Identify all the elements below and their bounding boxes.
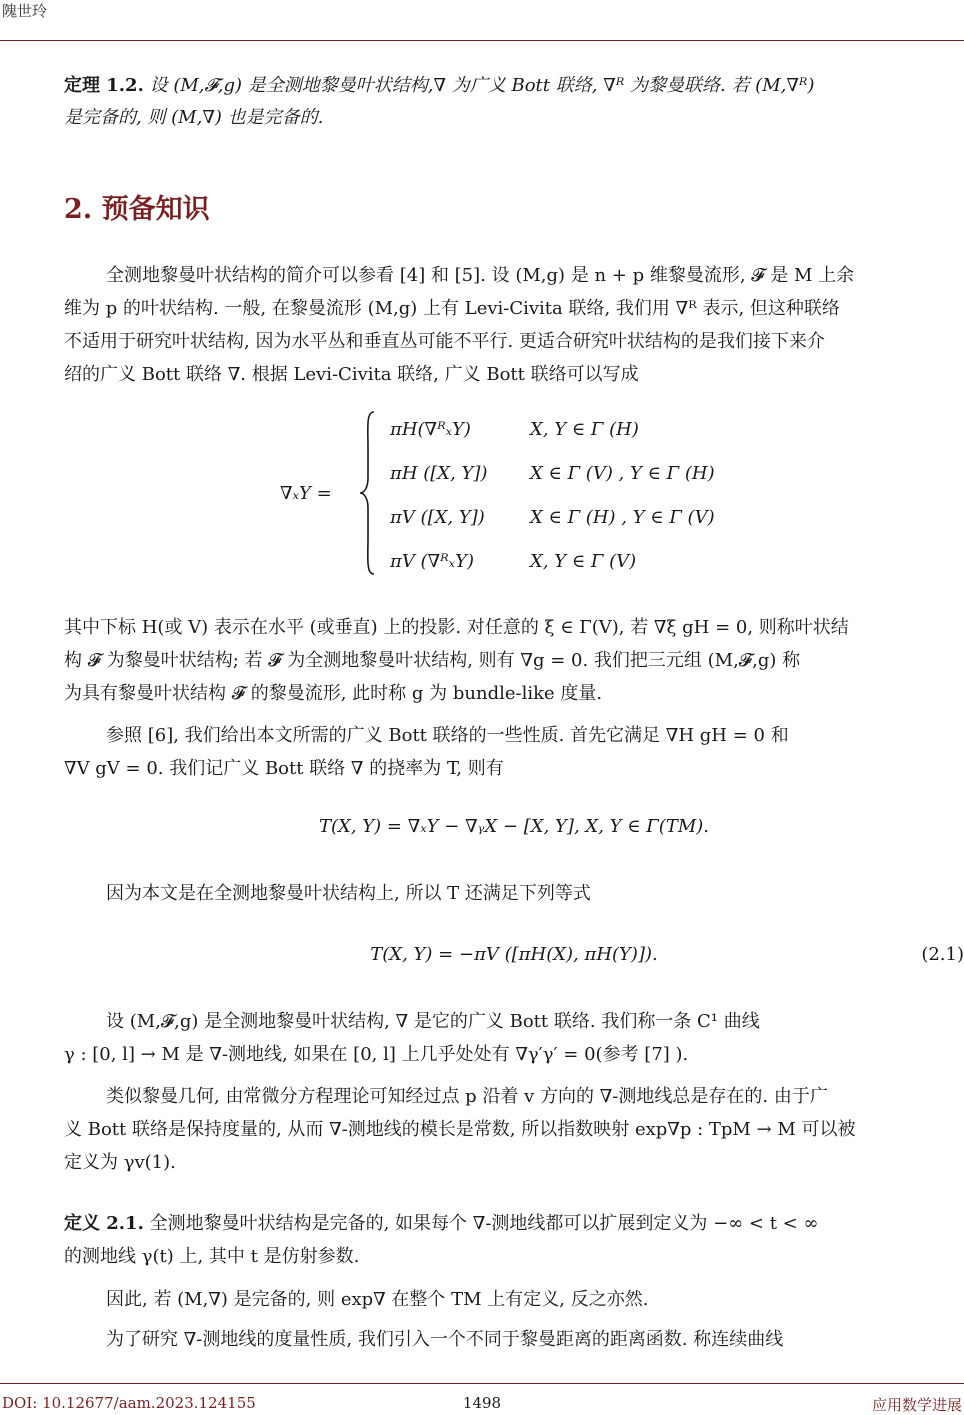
system-row-expr: πH(∇ᴿₓY) <box>390 419 471 440</box>
equation-2-1-expr: T(X, Y) = −πV ([πH(X), πH(Y)]). <box>370 944 658 965</box>
left-brace-icon <box>358 408 378 578</box>
system-row-cond: X, Y ∈ Γ (V) <box>530 551 637 572</box>
paragraph-line: 因为本文是在全测地黎曼叶状结构上, 所以 T 还满足下列等式 <box>106 883 591 904</box>
journal-name: 应用数学进展 <box>871 1396 962 1414</box>
system-row-cond: X, Y ∈ Γ (H) <box>530 419 639 440</box>
header-author: 隗世玲 <box>2 2 48 20</box>
paragraph-line: 因此, 若 (M,∇) 是完备的, 则 exp∇ 在整个 TM 上有定义, 反之亦然. <box>106 1289 649 1310</box>
paragraph-line: 维为 p 的叶状结构. 一般, 在黎曼流形 (M,g) 上有 Levi-Civita 联络, 我们用 ∇ᴿ 表示, 但这种联络 <box>64 298 840 319</box>
running-header <box>0 0 964 41</box>
definition-text: 全测地黎曼叶状结构是完备的, 如果每个 ∇-测地线都可以扩展到定义为 −∞ < t < ∞ <box>149 1213 819 1234</box>
system-lhs: ∇ₓY = <box>280 483 332 504</box>
equation-number: (2.1) <box>921 944 964 965</box>
theorem-text: 设 (M,𝓕,g) 是全测地黎曼叶状结构,∇ 为广义 Bott 联络, ∇ᴿ 为黎曼联络. 若 (M,∇ᴿ) <box>149 75 815 96</box>
section-title: 2. 预备知识 <box>64 194 210 225</box>
paragraph-line: 类似黎曼几何, 由常微分方程理论可知经过点 p 沿着 v 方向的 ∇-测地线总是存在的. 由于广 <box>106 1086 828 1107</box>
running-footer <box>0 1383 964 1415</box>
paragraph-line: ∇V gV = 0. 我们记广义 Bott 联络 ∇ 的挠率为 T, 则有 <box>64 758 504 779</box>
connection-definition-system <box>280 408 760 578</box>
theorem-1-2-line-1 <box>64 72 964 100</box>
system-row-expr: πV (∇ᴿₓY) <box>390 551 474 572</box>
doi-link[interactable]: DOI: 10.12677/aam.2023.124155 <box>2 1394 256 1412</box>
paragraph-line: 为具有黎曼叶状结构 𝓕 的黎曼流形, 此时称 g 为 bundle-like 度量. <box>64 683 603 704</box>
paragraph-line: 绍的广义 Bott 联络 ∇. 根据 Levi-Civita 联络, 广义 Bott 联络可以写成 <box>64 364 639 385</box>
system-row-cond: X ∈ Γ (V) , Y ∈ Γ (H) <box>530 463 715 484</box>
paragraph-line: 其中下标 H(或 V) 表示在水平 (或垂直) 上的投影. 对任意的 ξ ∈ Γ(V), 若 ∇ξ gH = 0, 则称叶状结 <box>64 617 849 638</box>
paragraph-line: 不适用于研究叶状结构, 因为水平丛和垂直丛可能不平行. 更适合研究叶状结构的是我们接下来介 <box>64 331 825 352</box>
definition-label: 定义 2.1. <box>64 1213 144 1234</box>
paragraph-line: 全测地黎曼叶状结构的简介可以参看 [4] 和 [5]. 设 (M,g) 是 n + p 维黎曼流形, 𝓕 是 M 上余 <box>106 265 855 286</box>
paragraph-line: 为了研究 ∇-测地线的度量性质, 我们引入一个不同于黎曼距离的距离函数. 称连续曲线 <box>106 1329 784 1350</box>
paragraph-line: 构 𝓕 为黎曼叶状结构; 若 𝓕 为全测地黎曼叶状结构, 则有 ∇g = 0. 我们把三元组 (M,𝓕,g) 称 <box>64 650 801 671</box>
torsion-equation: T(X, Y) = ∇ₓY − ∇ᵧX − [X, Y], X, Y ∈ Γ(TM). <box>319 816 709 837</box>
system-row-expr: πV ([X, Y]) <box>390 507 485 528</box>
theorem-1-2-line-2: 是完备的, 则 (M,∇) 也是完备的. <box>64 107 324 128</box>
paragraph-line: γ : [0, l] → M 是 ∇-测地线, 如果在 [0, l] 上几乎处处有 ∇γ′γ′ = 0(参考 [7] ). <box>64 1044 689 1065</box>
system-row-cond: X ∈ Γ (H) , Y ∈ Γ (V) <box>530 507 715 528</box>
paragraph-line: 定义为 γv(1). <box>64 1152 176 1173</box>
page-number: 1498 <box>462 1394 502 1412</box>
paragraph-line: 义 Bott 联络是保持度量的, 从而 ∇-测地线的模长是常数, 所以指数映射 exp∇p : TpM → M 可以被 <box>64 1119 856 1140</box>
theorem-label: 定理 1.2. <box>64 75 144 96</box>
system-row-expr: πH ([X, Y]) <box>390 463 488 484</box>
definition-2-1-line-1 <box>64 1210 964 1238</box>
paragraph-line: 参照 [6], 我们给出本文所需的广义 Bott 联络的一些性质. 首先它满足 ∇H gH = 0 和 <box>106 725 789 746</box>
paragraph-line: 设 (M,𝓕,g) 是全测地黎曼叶状结构, ∇ 是它的广义 Bott 联络. 我们称一条 C¹ 曲线 <box>106 1011 760 1032</box>
definition-2-1-line-2: 的测地线 γ(t) 上, 其中 t 是仿射参数. <box>64 1246 360 1267</box>
equation-2-1 <box>64 940 964 970</box>
